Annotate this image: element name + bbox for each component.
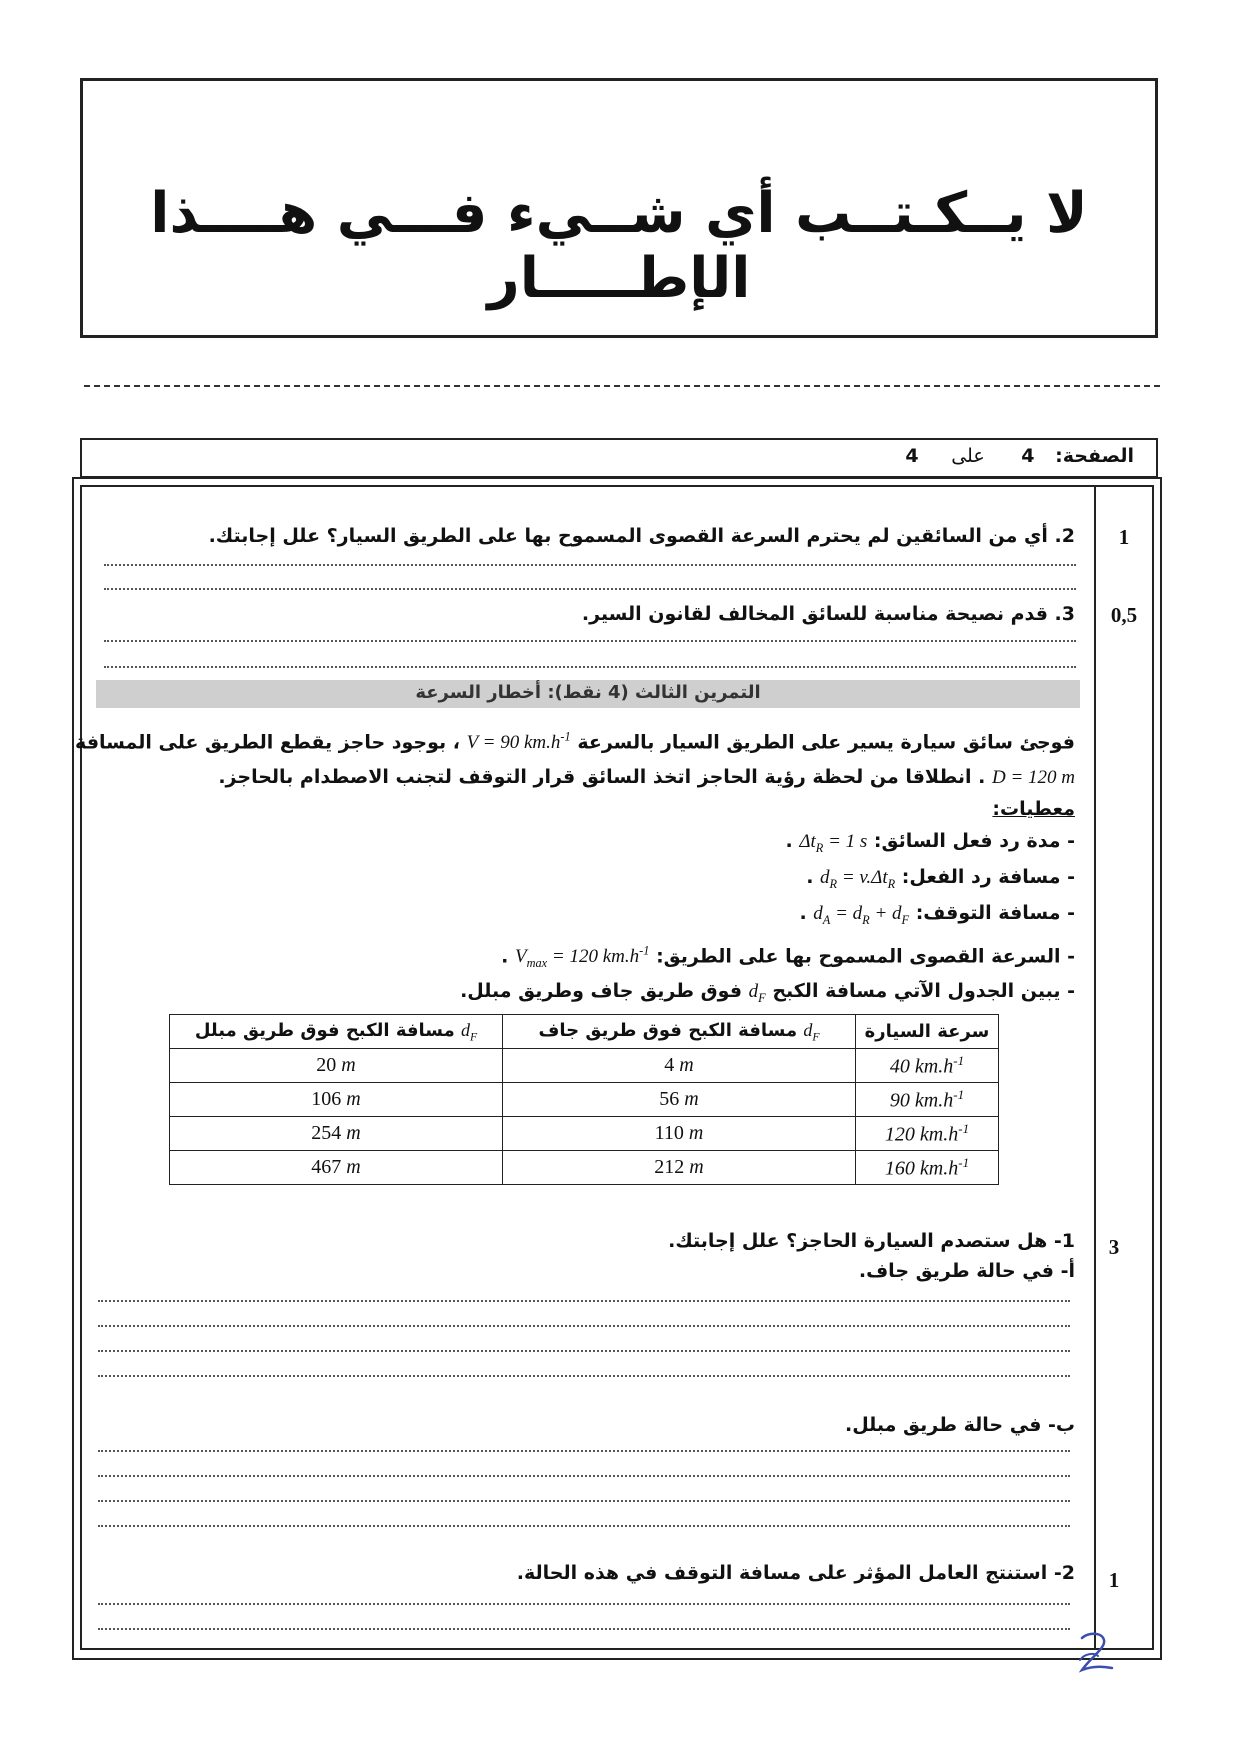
question-2 xyxy=(209,525,1075,547)
mark-q2: 1 xyxy=(1118,525,1130,549)
question-2b xyxy=(517,1562,1075,1584)
formula-reaction-distance: $d_R = v.\Delta t_R$ xyxy=(820,867,896,891)
formula-reaction-time: $\Delta t_R = 1$ s xyxy=(799,831,868,855)
no-write-frame xyxy=(80,78,1158,338)
answer-line[interactable] xyxy=(98,1475,1070,1477)
given-stopping-distance: - مسافة التوقف: $d_A = d_R + d_F$ . xyxy=(799,902,1075,927)
mark-q3: 0,5 xyxy=(1110,603,1138,627)
intro-text-b: ، بوجود حاجز يقطع الطريق على المسافة xyxy=(75,731,461,754)
table-row xyxy=(170,1083,999,1117)
page-current: 4 xyxy=(1021,445,1035,467)
mark-q1b: 3 xyxy=(1108,1235,1120,1259)
intro-distance: D = 120 m xyxy=(991,767,1075,788)
cell-speed: 40 $km.h^{-1}$ xyxy=(856,1049,999,1083)
exercise-title: التمرين الثالث (4 نقط): أخطار السرعة xyxy=(415,682,761,703)
answer-line[interactable] xyxy=(98,1628,1070,1630)
answer-line[interactable] xyxy=(98,1500,1070,1502)
cell-wet: 467 m xyxy=(170,1151,503,1185)
question-text: قدم نصيحة مناسبة للسائق المخالف لقانون السير. xyxy=(581,603,1048,625)
answer-line[interactable] xyxy=(98,1450,1070,1452)
cell-dry: 110 m xyxy=(503,1117,856,1151)
question-1b xyxy=(668,1230,1075,1252)
formula-max-speed: $V_{max} = 120$ $km.h^{-1}$ xyxy=(514,944,650,971)
answer-line[interactable] xyxy=(98,1603,1070,1605)
question-number: 2- xyxy=(1053,1562,1075,1584)
cell-wet: 20 m xyxy=(170,1049,503,1083)
answer-line[interactable] xyxy=(98,1375,1070,1377)
handwritten-mark-icon xyxy=(1072,1630,1116,1678)
question-3 xyxy=(582,603,1075,625)
question-text: استنتج العامل المؤثر على مسافة التوقف في هذه الحالة. xyxy=(516,1562,1048,1584)
page-indicator xyxy=(905,445,1134,467)
answer-line[interactable] xyxy=(104,666,1076,668)
no-write-notice: لا يــكـتــب أي شــيء فـــي هــــذا الإطـــــار xyxy=(150,181,1088,311)
intro-text-a: فوجئ سائق سيارة يسير على الطريق السيار بالسرعة xyxy=(577,731,1075,754)
question-text: هل ستصدم السيارة الحاجز؟ علل إجابتك. xyxy=(668,1230,1048,1252)
cell-speed: 120 $km.h^{-1}$ xyxy=(856,1117,999,1151)
intro-text-c: . انطلاقا من لحظة رؤية الحاجز اتخذ السائق قرار التوقف لتجنب الاصطدام بالحاجز. xyxy=(218,766,986,788)
page-indicator-bar xyxy=(80,438,1158,478)
answer-line[interactable] xyxy=(98,1525,1070,1527)
braking-distance-table xyxy=(169,1014,999,1185)
given-max-speed: - السرعة القصوى المسموح بها على الطريق: $V_{max} = 120$ $km.h^{-1}$ . xyxy=(501,944,1075,971)
given-reaction-distance: - مسافة رد الفعل: $d_R = v.\Delta t_R$ . xyxy=(806,866,1075,891)
cell-dry: 212 m xyxy=(503,1151,856,1185)
page-of-word: على xyxy=(951,445,985,467)
cell-dry: 4 m xyxy=(503,1049,856,1083)
answer-line[interactable] xyxy=(104,588,1076,590)
answer-line[interactable] xyxy=(98,1300,1070,1302)
header-wet: $d_F$ مسافة الكبح فوق طريق مبلل xyxy=(170,1015,503,1049)
header-speed: سرعة السيارة xyxy=(856,1015,999,1049)
cell-wet: 106 m xyxy=(170,1083,503,1117)
marks-column-divider xyxy=(1094,485,1096,1650)
cell-speed: 160 $km.h^{-1}$ xyxy=(856,1151,999,1185)
answer-line[interactable] xyxy=(104,564,1076,566)
table-row xyxy=(170,1049,999,1083)
page-label: الصفحة: xyxy=(1055,445,1134,467)
page-total: 4 xyxy=(905,445,919,467)
cell-dry: 56 m xyxy=(503,1083,856,1117)
question-number: 2. xyxy=(1054,525,1075,547)
answer-line[interactable] xyxy=(98,1350,1070,1352)
table-row xyxy=(170,1151,999,1185)
cell-speed: 90 $km.h^{-1}$ xyxy=(856,1083,999,1117)
intro-speed: V = 90 $km.h^{-1}$ xyxy=(466,730,571,754)
table-row xyxy=(170,1117,999,1151)
exercise-banner xyxy=(96,680,1080,708)
intro-line-2 xyxy=(218,766,1075,789)
question-number: 1- xyxy=(1053,1230,1075,1252)
formula-stopping-distance: $d_A = d_R + d_F$ xyxy=(813,903,910,927)
intro-line-1 xyxy=(75,730,1075,754)
cell-wet: 254 m xyxy=(170,1117,503,1151)
given-reaction-time: - مدة رد فعل السائق: $\Delta t_R = 1$ s . xyxy=(785,830,1075,855)
mark-q2b: 1 xyxy=(1108,1568,1120,1592)
header-dry: $d_F$ مسافة الكبح فوق طريق جاف xyxy=(503,1015,856,1049)
question-text: أي من السائقين لم يحترم السرعة القصوى المسموح بها على الطريق السيار؟ علل إجابتك. xyxy=(208,525,1048,547)
sub-question-b: ب- في حالة طريق مبلل. xyxy=(844,1414,1075,1436)
table-header-row xyxy=(170,1015,999,1049)
cut-line-divider xyxy=(84,385,1160,387)
answer-line[interactable] xyxy=(104,640,1076,642)
answer-line[interactable] xyxy=(98,1325,1070,1327)
table-intro: - يبين الجدول الآتي مسافة الكبح $d_F$ فوق طريق جاف وطريق مبلل. xyxy=(460,980,1075,1005)
question-number: 3. xyxy=(1054,603,1075,625)
givens-title: معطيات: xyxy=(992,798,1075,820)
sub-question-a: أ- في حالة طريق جاف. xyxy=(858,1260,1075,1282)
